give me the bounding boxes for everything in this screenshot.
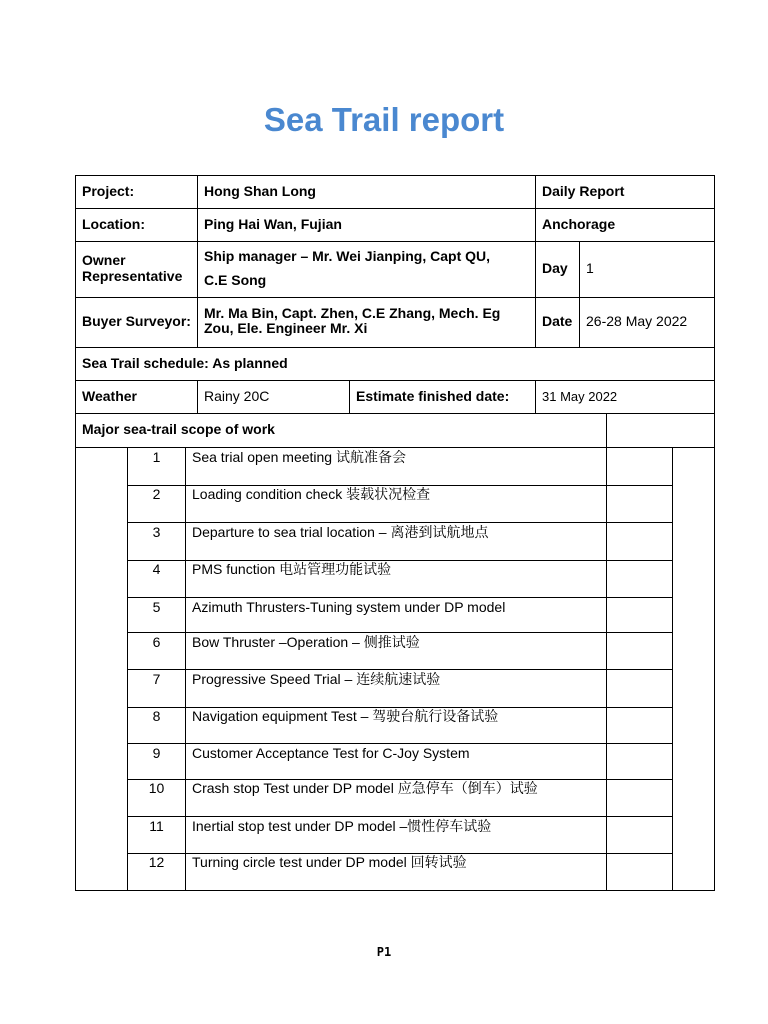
item-description: PMS function 电站管理功能试验 <box>192 561 392 577</box>
item-number: 9 <box>152 745 161 761</box>
project-label: Project: <box>82 183 135 199</box>
item-number: 2 <box>152 486 161 502</box>
day-value: 1 <box>586 260 594 276</box>
report-type: Daily Report <box>542 183 625 199</box>
item-number: 1 <box>152 449 161 465</box>
weather-label: Weather <box>82 388 137 404</box>
estimate-value: 31 May 2022 <box>542 389 618 404</box>
estimate-label: Estimate finished date: <box>356 388 510 404</box>
location-value: Ping Hai Wan, Fujian <box>204 216 342 232</box>
buyer-label: Buyer Surveyor: <box>82 313 191 329</box>
item-description: Navigation equipment Test – 驾驶台航行设备试验 <box>192 708 499 724</box>
item-number: 8 <box>152 708 161 724</box>
item-description: Inertial stop test under DP model –惯性停车试验 <box>192 818 492 834</box>
item-number: 12 <box>148 854 165 870</box>
item-description: Azimuth Thrusters-Tuning system under DP model <box>192 599 506 615</box>
day-label: Day <box>542 260 568 276</box>
scope-title: Major sea-trail scope of work <box>82 421 275 437</box>
item-description: Departure to sea trial location – 离港到试航地点 <box>192 524 489 540</box>
item-description: Crash stop Test under DP model 应急停车（倒车）试验 <box>192 780 538 796</box>
item-description: Customer Acceptance Test for C-Joy System <box>192 745 470 761</box>
item-description: Turning circle test under DP model 回转试验 <box>192 854 467 870</box>
date-value: 26-28 May 2022 <box>586 313 688 329</box>
location-label: Location: <box>82 216 145 232</box>
item-number: 4 <box>152 561 161 577</box>
weather-value: Rainy 20C <box>204 388 270 404</box>
item-number: 11 <box>149 818 164 834</box>
owner-value-line2: C.E Song <box>204 272 267 288</box>
item-description: Loading condition check 装载状况检查 <box>192 486 431 502</box>
buyer-value: Mr. Ma Bin, Capt. Zhen, C.E Zhang, Mech. Eg <box>204 305 501 321</box>
item-description: Sea trial open meeting 试航准备会 <box>192 449 406 465</box>
owner-label: Owner <box>82 252 126 268</box>
owner-label-line2: Representative <box>82 268 183 284</box>
page-title: Sea Trail report <box>263 101 505 138</box>
date-label: Date <box>542 313 573 329</box>
item-number: 5 <box>152 599 161 615</box>
buyer-value-line2: Zou, Ele. Engineer Mr. Xi <box>204 320 368 336</box>
item-number: 7 <box>152 671 161 687</box>
owner-value: Ship manager – Mr. Wei Jianping, Capt QU, <box>204 248 491 264</box>
schedule-text: Sea Trail schedule: As planned <box>82 355 288 371</box>
item-number: 10 <box>148 780 165 796</box>
item-description: Bow Thruster –Operation – 侧推试验 <box>192 634 420 650</box>
location-status: Anchorage <box>542 216 616 232</box>
item-number: 6 <box>152 634 161 650</box>
item-description: Progressive Speed Trial – 连续航速试验 <box>192 671 441 687</box>
project-value: Hong Shan Long <box>204 183 316 199</box>
page-number: P1 <box>376 945 392 959</box>
item-number: 3 <box>152 524 161 540</box>
